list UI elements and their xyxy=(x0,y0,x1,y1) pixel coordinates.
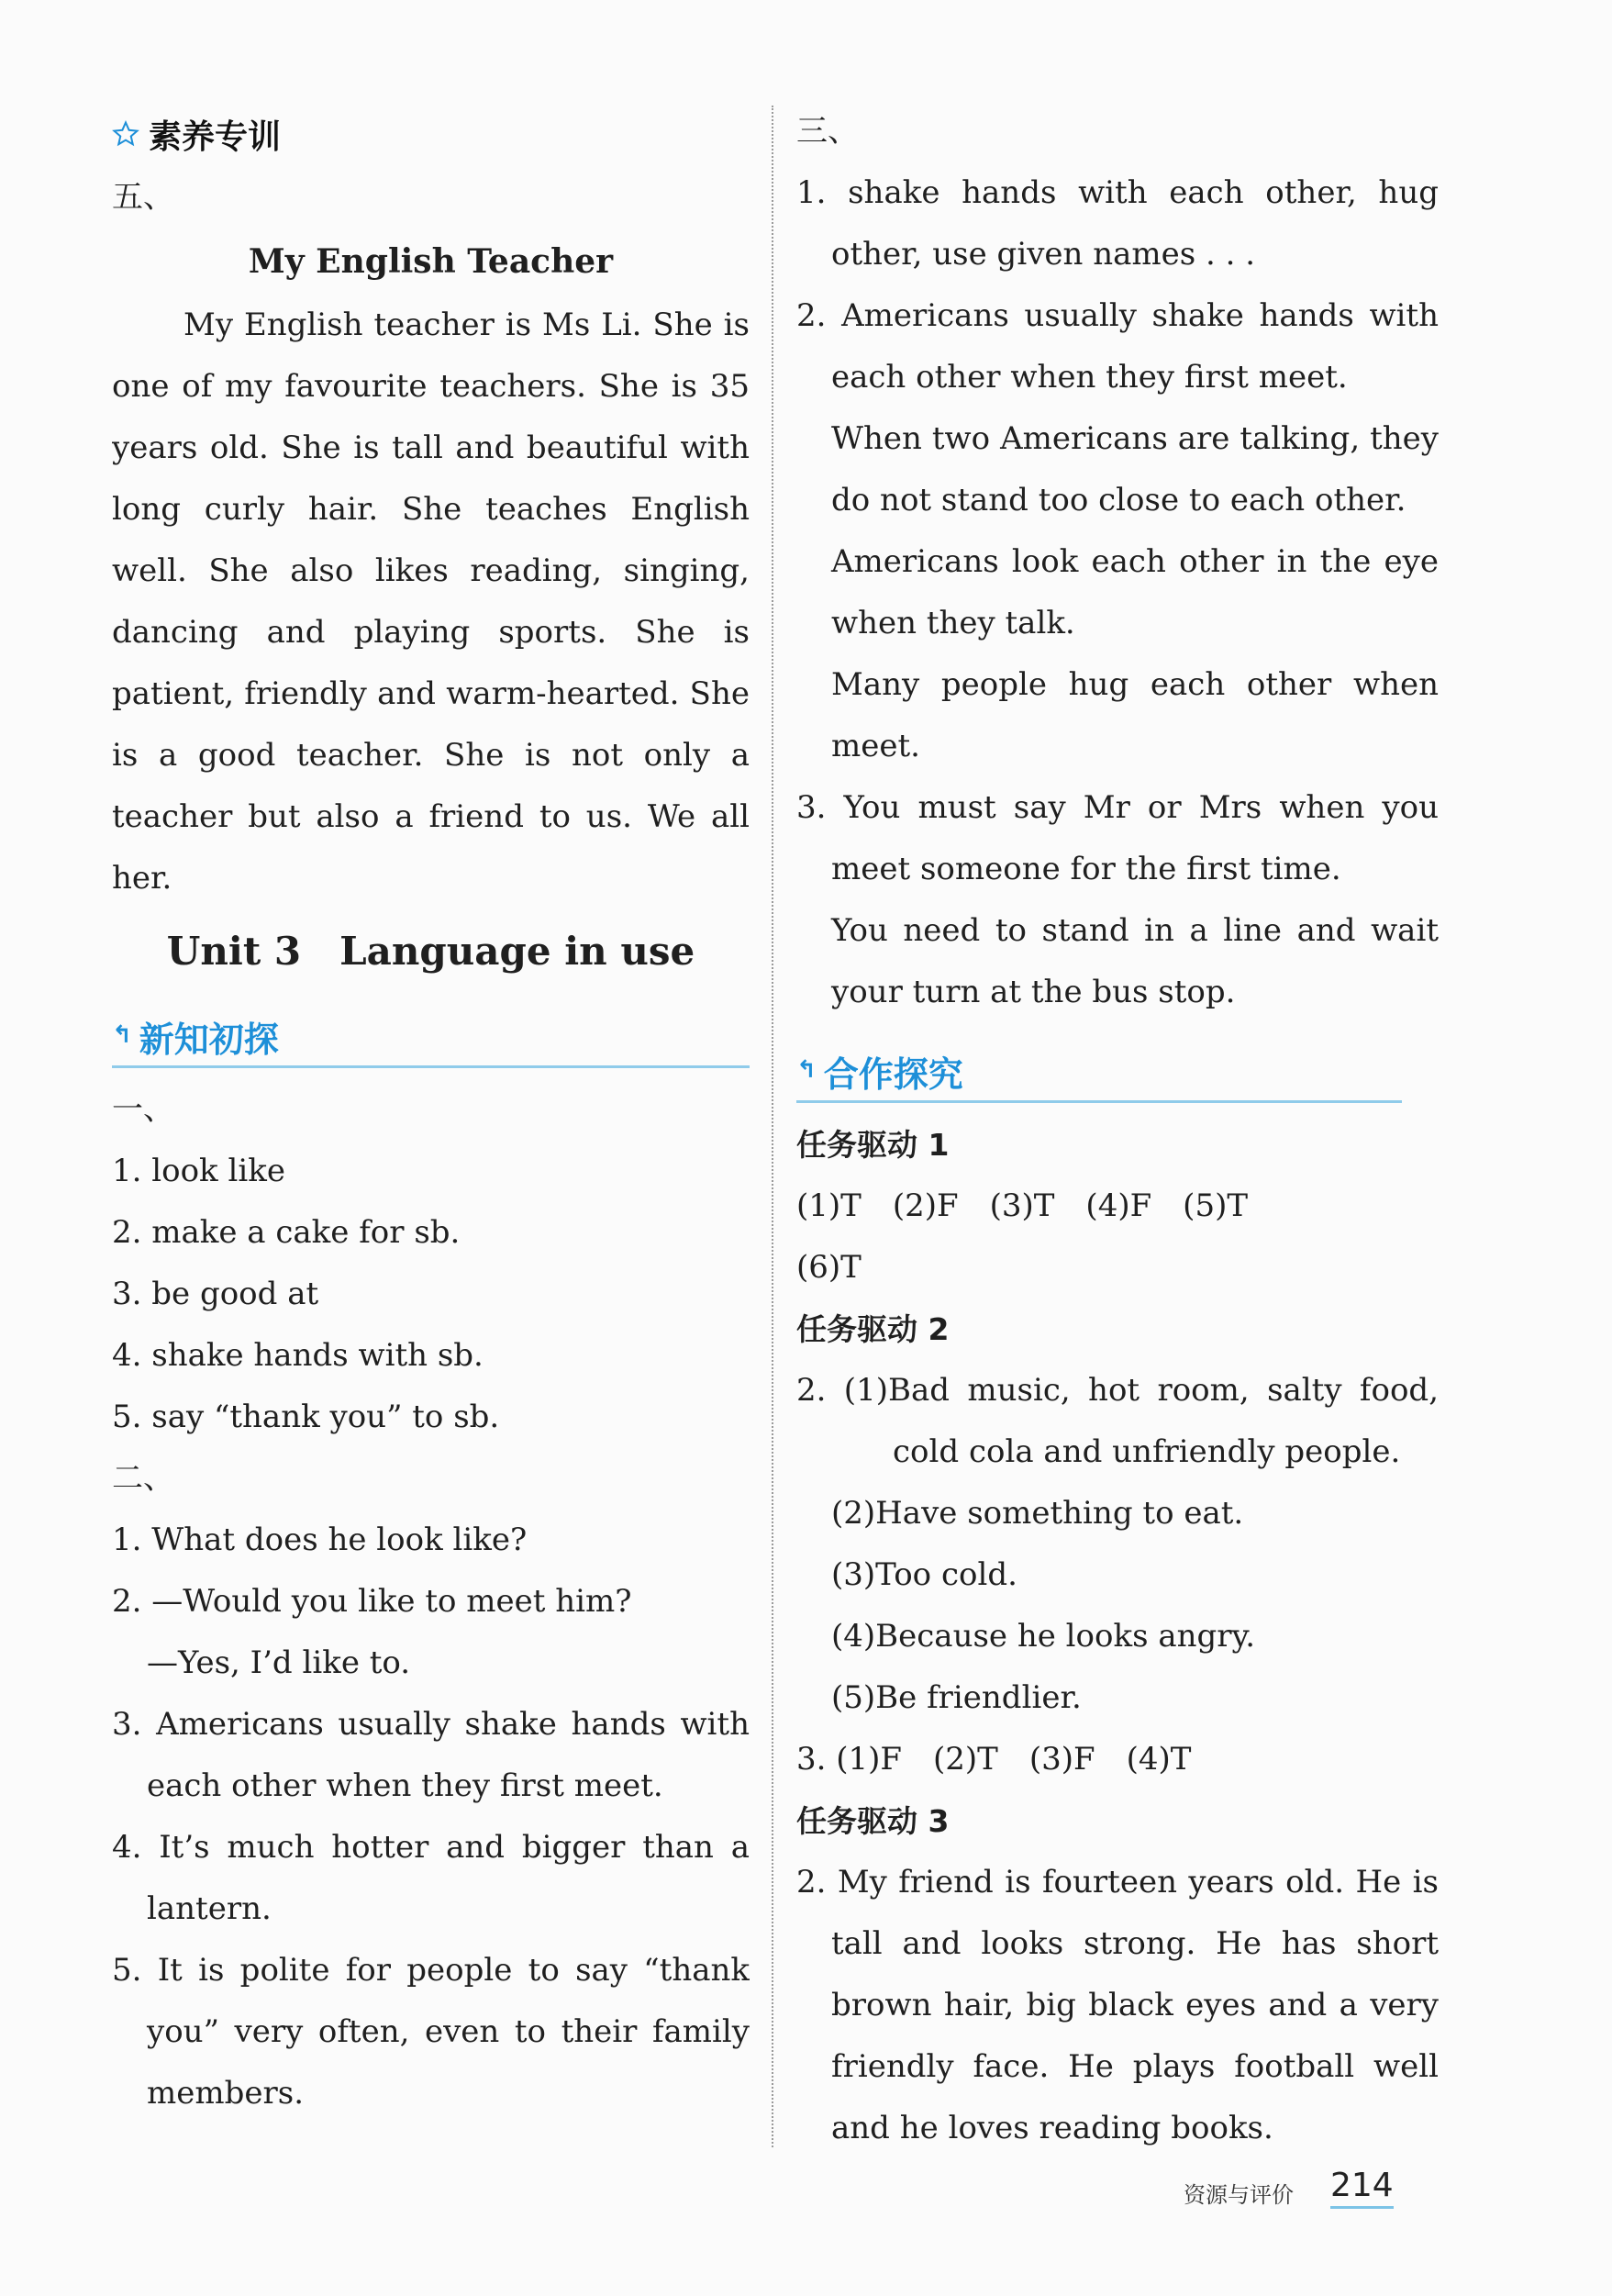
answer-line: (2)Have something to eat. xyxy=(831,1495,1244,1532)
list-item: 4. It’s much hotter and bigger than a xyxy=(112,1829,750,1866)
page-number: 214 xyxy=(1330,2166,1394,2209)
list-item: 1. shake hands with each other, hug xyxy=(796,174,1439,211)
star-icon xyxy=(112,120,139,148)
hezuo-title: 合作探究 xyxy=(823,1054,963,1095)
answer-line: cold cola and unfriendly people. xyxy=(893,1433,1401,1470)
list-item: 1. look like xyxy=(112,1153,285,1189)
task-2-label: 任务驱动 2 xyxy=(796,1311,950,1347)
essay-line: her. xyxy=(112,860,172,897)
answer-line: (1)T (2)F (3)T (4)F (5)T xyxy=(796,1187,1249,1224)
list-item: 2. —Would you like to meet him? xyxy=(112,1583,632,1620)
essay-line: well. She also likes reading, singing, xyxy=(112,552,750,589)
list-item-cont: each other when they first meet. xyxy=(831,359,1348,396)
answer-line: (5)Be friendlier. xyxy=(831,1679,1082,1716)
list-item-cont: —Yes, I’d like to. xyxy=(147,1644,411,1681)
list-item: 3. Americans usually shake hands with xyxy=(112,1706,750,1743)
answer-line: 2. My friend is fourteen years old. He is xyxy=(796,1864,1439,1900)
suyang-title: 素养专训 xyxy=(149,117,282,156)
xinzhi-title: 新知初探 xyxy=(139,1020,279,1060)
list-item: 5. It is polite for people to say “thank xyxy=(112,1952,750,1989)
answer-line: and he loves reading books. xyxy=(831,2110,1273,2146)
list-item-cont: when they talk. xyxy=(831,605,1075,641)
list-item: 4. shake hands with sb. xyxy=(112,1337,484,1374)
list-item-cont: do not stand too close to each other. xyxy=(831,482,1406,518)
right-column xyxy=(796,101,1439,2159)
answer-line: friendly face. He plays football well xyxy=(831,2048,1439,2085)
section-5-label: 五、 xyxy=(112,179,174,216)
essay-line: long curly hair. She teaches English xyxy=(112,491,750,528)
essay-line: patient, friendly and warm-hearted. She xyxy=(112,675,750,712)
essay-line: dancing and playing sports. She is xyxy=(112,614,750,651)
unit-title: Unit 3 Language in use xyxy=(166,929,695,974)
bookmark-icon: ↰ xyxy=(112,1021,132,1049)
list-item: 3. be good at xyxy=(112,1276,319,1312)
hezuo-header xyxy=(796,1029,1402,1103)
xinzhi-header xyxy=(112,994,750,1068)
answer-line: 2. (1)Bad music, hot room, salty food, xyxy=(796,1372,1439,1409)
list-item-cont: When two Americans are talking, they xyxy=(831,420,1439,457)
answer-line: 3. (1)F (2)T (3)F (4)T xyxy=(796,1741,1192,1778)
section-2-label: 二、 xyxy=(112,1460,174,1497)
essay-title: My English Teacher xyxy=(248,242,614,281)
list-item-cont: each other when they first meet. xyxy=(147,1767,663,1804)
list-item: 3. You must say Mr or Mrs when you xyxy=(796,789,1439,826)
section-3-label: 三、 xyxy=(796,113,859,150)
list-item: 2. make a cake for sb. xyxy=(112,1214,461,1251)
list-item-cont: lantern. xyxy=(147,1890,272,1927)
essay-body xyxy=(112,295,750,909)
answer-line: (4)Because he looks angry. xyxy=(831,1618,1256,1655)
essay-line: years old. She is tall and beautiful with xyxy=(112,429,750,466)
list-item: 1. What does he look like? xyxy=(112,1521,528,1558)
bookmark-icon: ↰ xyxy=(796,1056,817,1084)
column-divider xyxy=(772,106,773,2147)
answer-line: (6)T xyxy=(796,1249,862,1286)
list-item-cont: You need to stand in a line and wait xyxy=(831,912,1439,949)
footer-label: 资源与评价 xyxy=(1184,2182,1294,2208)
essay-line: My English teacher is Ms Li. She is xyxy=(183,307,750,343)
list-item: 2. Americans usually shake hands with xyxy=(796,297,1439,334)
task-1-label: 任务驱动 1 xyxy=(796,1127,950,1163)
list-item-cont: your turn at the bus stop. xyxy=(831,974,1236,1010)
answer-line: tall and looks strong. He has short xyxy=(831,1925,1439,1962)
list-item-cont: members. xyxy=(147,2075,304,2112)
page-footer xyxy=(1184,2166,1394,2209)
list-item: 5. say “thank you” to sb. xyxy=(112,1399,500,1435)
left-column xyxy=(112,101,750,2124)
answer-line: brown hair, big black eyes and a very xyxy=(831,1987,1439,2023)
task-3-label: 任务驱动 3 xyxy=(796,1803,950,1839)
suyang-header xyxy=(112,101,750,167)
essay-line: teacher but also a friend to us. We all xyxy=(112,798,750,835)
section-1-label: 一、 xyxy=(112,1091,174,1128)
essay-line: is a good teacher. She is not only a xyxy=(112,737,750,774)
essay-line: one of my favourite teachers. She is 35 xyxy=(112,368,750,405)
list-item-cont: you” very often, even to their family xyxy=(147,2013,750,2050)
list-item-cont: other, use given names . . . xyxy=(831,236,1256,273)
list-item-cont: meet. xyxy=(831,728,920,764)
list-item-cont: meet someone for the first time. xyxy=(831,851,1341,887)
list-item-cont: Many people hug each other when xyxy=(831,666,1439,703)
list-item-cont: Americans look each other in the eye xyxy=(831,543,1439,580)
answer-line: (3)Too cold. xyxy=(831,1556,1017,1593)
